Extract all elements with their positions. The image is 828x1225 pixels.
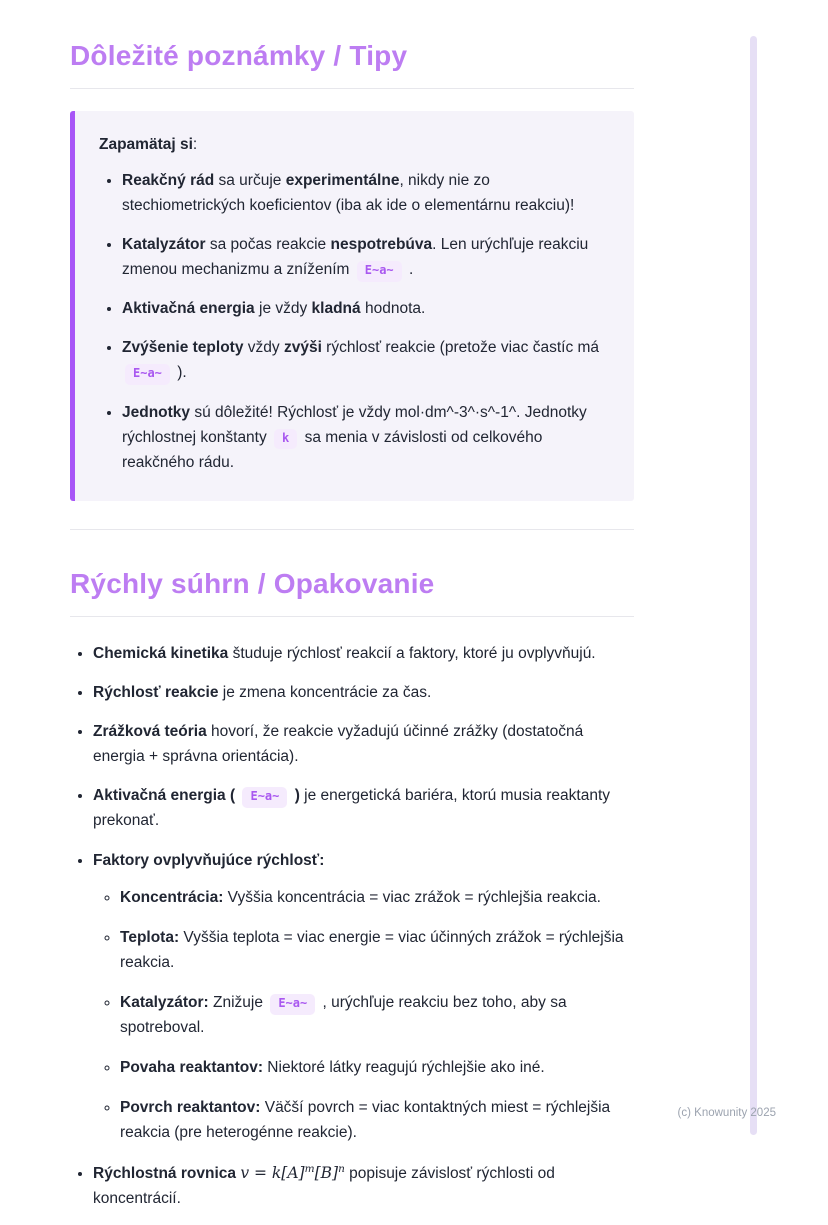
- inline-code-chip: E~a~: [270, 994, 315, 1015]
- section-notes: [70, 40, 634, 501]
- bold-text: Teplota:: [120, 928, 180, 946]
- page-content: [70, 40, 634, 1225]
- copyright-footer: (c) Knowunity 2025: [677, 1107, 776, 1119]
- bold-text: Koncentrácia:: [120, 888, 224, 906]
- summary-sublist: [93, 885, 634, 1146]
- callout-list: [99, 168, 608, 475]
- callout-list-item: • Aktivačná energia je vždy kladná hodnota.: [122, 296, 608, 321]
- bold-text: Chemická kinetika: [93, 644, 229, 662]
- bold-text: Povaha reaktantov:: [120, 1059, 263, 1077]
- inline-code-chip: E~a~: [125, 364, 170, 385]
- section-summary-title: Rýchly súhrn / Opakovanie: [70, 568, 634, 617]
- summary-sublist-item: ◦ Katalyzátor: Znižuje E~a~ , urýchľuje reakciu bez toho, aby sa spotreboval.: [120, 990, 634, 1040]
- summary-list-item: • Aktivačná energia ( E~a~ ) je energetická bariéra, ktorú musia reaktanty prekonať.: [93, 783, 634, 833]
- bold-text: Reakčný rád: [122, 171, 215, 189]
- callout-list-item: • Reakčný rád sa určuje experimentálne, nikdy nie zo stechiometrických koeficientov (iba ak ide o elementárnu reakciu)!: [122, 168, 608, 218]
- summary-sublist-item: ◦ Teplota: Vyššia teplota = viac energie = viac účinných zrážok = rýchlejšia reakcia.: [120, 925, 634, 975]
- bold-text: kladná: [311, 300, 361, 318]
- inline-code-chip: E~a~: [357, 261, 402, 282]
- section-divider: [70, 529, 634, 530]
- summary-sublist-item: ◦ Koncentrácia: Vyššia koncentrácia = viac zrážok = rýchlejšia reakcia.: [120, 885, 634, 910]
- bold-text: Katalyzátor:: [120, 993, 209, 1011]
- callout-list-item: • Katalyzátor sa počas reakcie nespotrebúva. Len urýchľuje reakciu zmenou mechanizmu a znížením E~a~ .: [122, 232, 608, 282]
- bold-text: Katalyzátor: [122, 236, 206, 254]
- math-formula: $v = k[A]^m[B]^n$: [240, 1162, 345, 1182]
- callout-list-item: • Zvýšenie teploty vždy zvýši rýchlosť reakcie (pretože viac častíc má E~a~ ).: [122, 335, 608, 385]
- tips-callout: [70, 111, 634, 501]
- summary-sublist-item: ◦ Povaha reaktantov: Niektoré látky reagujú rýchlejšie ako iné.: [120, 1055, 634, 1080]
- bold-text: Povrch reaktantov:: [120, 1099, 261, 1117]
- bold-text: Jednotky: [122, 403, 191, 421]
- inline-code-chip: k: [274, 429, 297, 450]
- summary-list-item: • Zrážková teória hovorí, že reakcie vyžadujú účinné zrážky (dostatočná energia + správna orientácia).: [93, 719, 634, 769]
- summary-list: [70, 641, 634, 1211]
- summary-list-item: [93, 848, 634, 1146]
- bold-text: experimentálne: [285, 171, 400, 189]
- bold-text: Rýchlosť reakcie: [93, 684, 219, 701]
- callout-intro: Zapamätaj si:: [99, 136, 198, 153]
- section-notes-title: Dôležité poznámky / Tipy: [70, 40, 634, 89]
- bold-text: nespotrebúva: [330, 236, 433, 254]
- bold-text: zvýši: [283, 339, 322, 357]
- bold-text: Aktivačná energia: [122, 300, 255, 318]
- inline-code-chip: E~a~: [242, 787, 287, 808]
- summary-list-item: • Rýchlostná rovnica $v = k[A]^m[B]^n$ popisuje závislosť rýchlosti od koncentrácií.: [93, 1161, 634, 1211]
- bold-text: Faktory ovplyvňujúce rýchlosť:: [93, 851, 325, 869]
- bold-text: ): [294, 787, 300, 805]
- section-summary: [70, 568, 634, 1211]
- bold-text: Rýchlostná rovnica: [93, 1164, 236, 1182]
- bold-text: Zrážková teória: [93, 723, 207, 741]
- summary-list-item: • Rýchlosť reakcie je zmena koncentrácie za čas.: [93, 680, 634, 705]
- bold-text: Aktivačná energia (: [93, 787, 236, 805]
- scrollbar[interactable]: [750, 36, 757, 1135]
- bold-text: Zvýšenie teploty: [122, 339, 244, 357]
- bold-text: Zapamätaj si: [99, 136, 193, 153]
- summary-list-item: • Chemická kinetika študuje rýchlosť reakcií a faktory, ktoré ju ovplyvňujú.: [93, 641, 634, 666]
- callout-list-item: • Jednotky sú dôležité! Rýchlosť je vždy mol·dm^-3^·s^-1^. Jednotky rýchlostnej konštanty k sa menia v závislosti od celkového reakčného rádu.: [122, 400, 608, 475]
- summary-sublist-item: ◦ Povrch reaktantov: Väčší povrch = viac kontaktných miest = rýchlejšia reakcia (pre heterogénne reakcie).: [120, 1095, 634, 1145]
